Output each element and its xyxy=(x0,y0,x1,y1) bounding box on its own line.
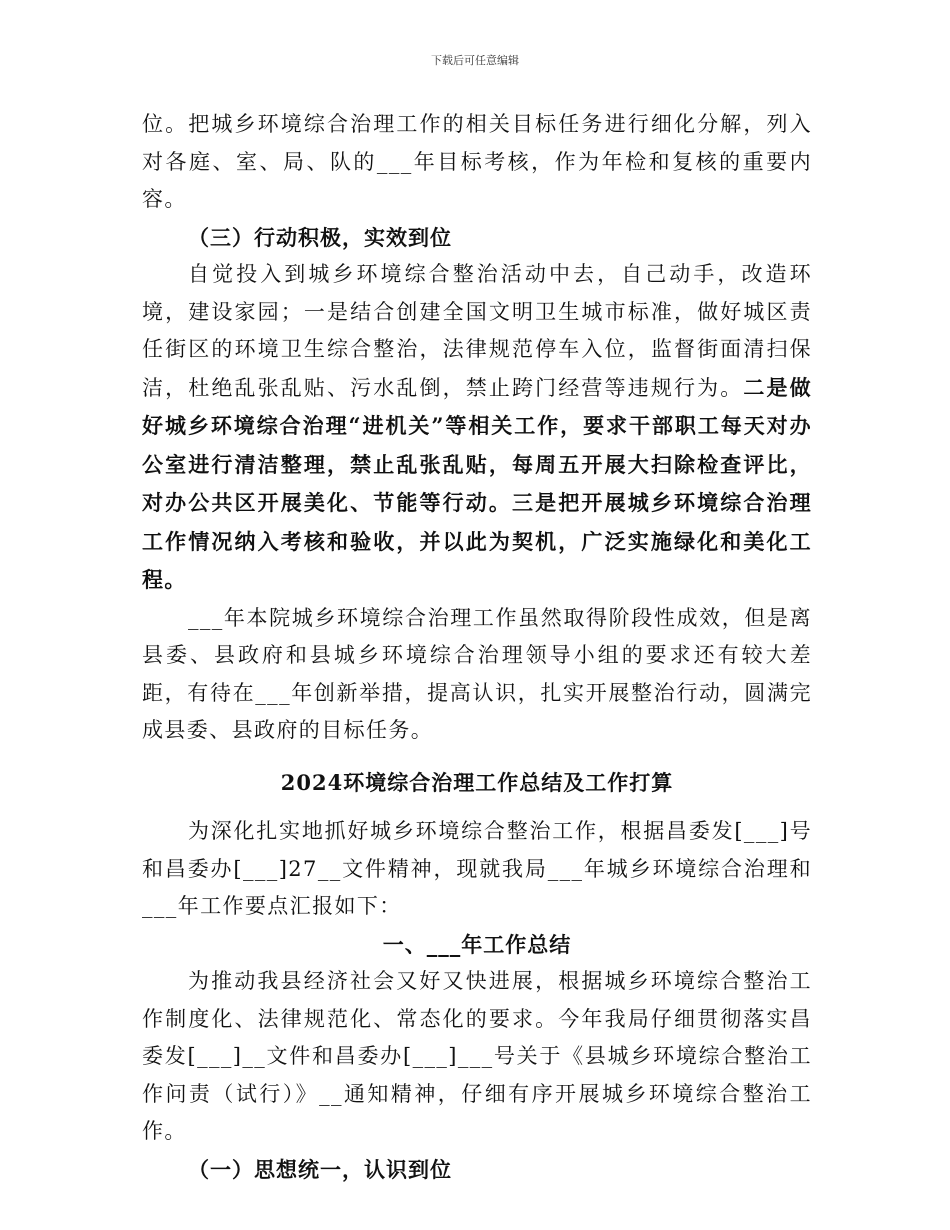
paragraph-overview: 为推动我县经济社会又好又快进展，根据城乡环境综合整治工作制度化、法律规范化、常态化的要求。今年我局仔细贯彻落实昌委发[___]__文件和昌委办[___]___号关于《县城乡环境综合整治工作问责（试行）》__通知精神，仔细有序开展城乡环境综合整治工作。 xyxy=(142,969,812,1143)
paragraph-actions xyxy=(142,256,812,600)
paragraph-intro: 为深化扎实地抓好城乡环境综合整治工作，根据昌委发[___]号和昌委办[___]27__文件精神，现就我局___年城乡环境综合治理和___年工作要点汇报如下： xyxy=(142,819,812,918)
paragraph-summary: ___年本院城乡环境综合治理工作虽然取得阶段性成效，但是离县委、县政府和县城乡环境综合治理领导小组的要求还有较大差距，有待在___年创新举措，提高认识，扎实开展整治行动，圆满完成县委、县政府的目标任务。 xyxy=(142,605,812,742)
section-heading-3: （三）行动积极，实效到位 xyxy=(188,224,452,250)
paragraph-actions-bold: 二是做好城乡环境综合治理“进机关”等相关工作，要求干部职工每天对办公室进行清洁整理，禁止乱张乱贴，每周五开展大扫除检查评比，对办公共区开展美化、节能等行动。三是把开展城乡环境综合治理工作情况纳入考核和验收，并以此为契机，广泛实施绿化和美化工程。 xyxy=(142,374,813,592)
document-title: 2024环境综合治理工作总结及工作打算 xyxy=(280,769,674,795)
paragraph-actions-normal: 自觉投入到城乡环境综合整治活动中去，自己动手，改造环境，建设家园；一是结合创建全国文明卫生城市标准，做好城区责任街区的环境卫生综合整治，法律规范停车入位，监督街面清扫保洁，杜绝乱张乱贴、污水乱倒，禁止跨门经营等违规行为。 xyxy=(142,262,812,400)
paragraph-continuation: 位。把城乡环境综合治理工作的相关目标任务进行细化分解，列入对各庭、室、局、队的___年目标考核，作为年检和复核的重要内容。 xyxy=(142,112,812,211)
section-heading-1: 一、___年工作总结 xyxy=(382,931,572,957)
page-header: 下载后可任意编辑 xyxy=(431,54,519,67)
document-body xyxy=(142,106,812,1188)
section-heading-1-1: （一）思想统一，认识到位 xyxy=(188,1156,452,1182)
